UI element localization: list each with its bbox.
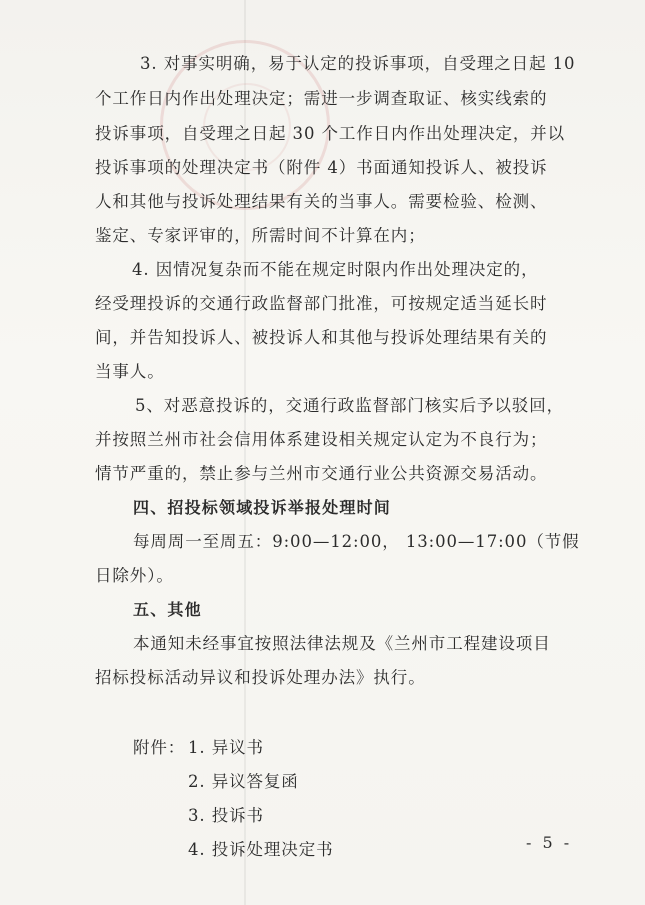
item3-line-2: 个工作日内作出处理决定；需进一步调查取证、核实线索的 bbox=[95, 89, 548, 108]
item4-line-4: 当事人。 bbox=[95, 362, 165, 381]
section4-line-2: 日除外）。 bbox=[95, 566, 174, 585]
section5-line-1: 本通知未经事宜按照法律法规及《兰州市工程建设项目 bbox=[133, 634, 551, 653]
item4-line-1: 4. 因情况复杂而不能在规定时限内作出处理决定的， bbox=[132, 260, 539, 279]
section4-heading: 四、招投标领域投诉举报处理时间 bbox=[133, 498, 392, 517]
section5-heading: 五、其他 bbox=[133, 600, 202, 619]
page-number: - 5 - bbox=[526, 833, 573, 852]
item3-line-3: 投诉事项，自受理之日起 30 个工作日内作出处理决定，并以 bbox=[95, 124, 566, 143]
attachments-label: 附件： bbox=[133, 738, 186, 757]
item5-line-2: 并按照兰州市社会信用体系建设相关规定认定为不良行为； bbox=[95, 430, 548, 449]
attachment-item-3: 3. 投诉书 bbox=[188, 806, 264, 825]
item3-line-1: 3. 对事实明确，易于认定的投诉事项，自受理之日起 10 bbox=[140, 54, 576, 73]
item3-line-5: 人和其他与投诉处理结果有关的当事人。需要检验、检测、 bbox=[95, 192, 548, 211]
attachment-item-1: 1. 异议书 bbox=[188, 738, 264, 757]
section4-line-1: 每周周一至周五：9:00—12:00， 13:00—17:00（节假 bbox=[133, 532, 580, 551]
item4-line-2: 经受理投诉的交通行政监督部门批准，可按规定适当延长时 bbox=[95, 294, 548, 313]
item5-line-1: 5、对恶意投诉的，交通行政监督部门核实后予以驳回， bbox=[135, 396, 564, 415]
attachment-item-2: 2. 异议答复函 bbox=[188, 772, 299, 791]
item5-line-3: 情节严重的，禁止参与兰州市交通行业公共资源交易活动。 bbox=[95, 464, 548, 483]
section5-line-2: 招标投标活动异议和投诉处理办法》执行。 bbox=[95, 668, 426, 687]
attachment-item-4: 4. 投诉处理决定书 bbox=[188, 840, 334, 859]
item3-line-4: 投诉事项的处理决定书（附件 4）书面通知投诉人、被投诉 bbox=[95, 158, 548, 177]
item3-line-6: 鉴定、专家评审的，所需时间不计算在内； bbox=[95, 226, 426, 245]
item4-line-3: 间，并告知投诉人、被投诉人和其他与投诉处理结果有关的 bbox=[95, 328, 548, 347]
